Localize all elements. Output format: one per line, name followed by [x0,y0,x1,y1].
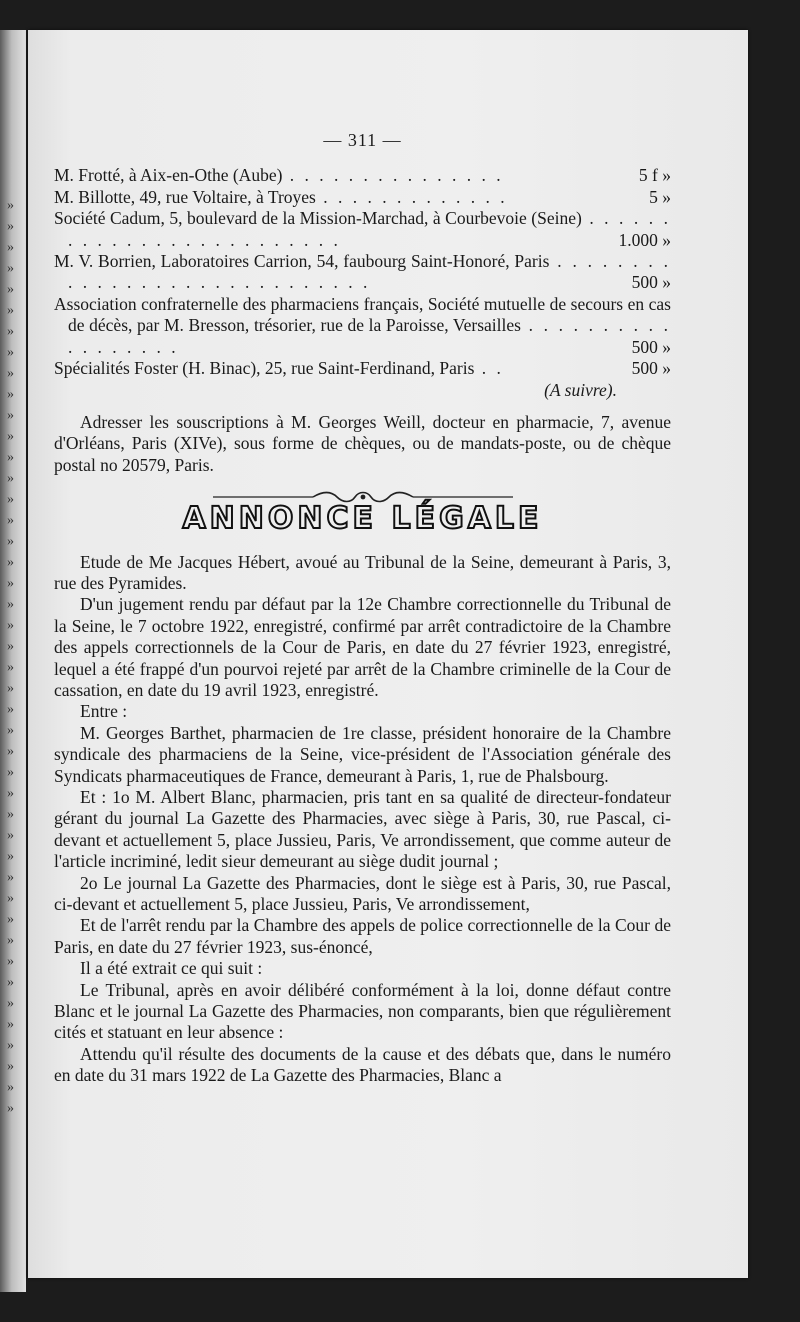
body-paragraph: Et : 1o M. Albert Blanc, pharmacien, pris tant en sa qualité de directeur-fondateur gérant du journal La Gazette des Pharmacies, avec siège à Paris, 30, rue Pascal, ci-devant et actuellement 5, place Jussieu, Paris, Ve arrondissement, que comme auteur de l'article incriminé, ledit sieur demeurant au siège dudit journal ; [54,786,671,872]
body-paragraph: Et de l'arrêt rendu par la Chambre des appels de police correctionnelle de la Cour de Paris, en date du 27 février 1923, sus-énoncé, [54,915,671,957]
subscription-amount: 5 » [649,186,671,207]
subscription-entry [54,251,671,294]
subscription-amount: 500 » [631,336,671,357]
subscription-entry [54,165,671,186]
previous-page-marks: » » » » » » » » » » » » » » » » » » » » » » » » » » » » » » » » » » » » » » » » » » » » [7,198,14,1116]
leader-dots: . . . . . . . . . . . . . . . . . . [68,315,672,357]
page-number: — 311 — [323,130,402,150]
heading-text: ANNONCE LÉGALE [182,501,543,537]
body-paragraph: M. Georges Barthet, pharmacien de 1re classe, président honoraire de la Chambre syndicale des pharmaciens de la Seine, vice-président de l'Association générale des Syndicats pharmaceutiques de France, demeurant à Paris, 1, rue de Phalsbourg. [54,722,671,786]
previous-page-edge [0,30,26,1292]
subscription-amount: 500 » [631,358,671,379]
leader-dots: . . . . . . . . . . . . . . . [282,165,504,186]
subscription-entry [54,208,671,251]
subscription-amount: 500 » [631,272,671,293]
body-paragraph: Attendu qu'il résulte des documents de la cause et des débats que, dans le numéro en date du 31 mars 1922 de La Gazette des Pharmacies, Blanc a [54,1043,671,1086]
subscription-entry [54,187,671,208]
subscription-name: M. Frotté, à Aix-en-Othe (Aube) [54,165,283,186]
to-be-continued: (A suivre). [544,380,617,401]
body-paragraph: Etude de Me Jacques Hébert, avoué au Tribunal de la Seine, demeurant à Paris, 3, rue des Pyramides. [54,551,671,593]
subscription-amount: 5 f » [638,165,671,186]
address-paragraph: Adresser les souscriptions à M. Georges Weill, docteur en pharmacie, 7, avenue d'Orléans, Paris (XIVe), sous forme de chèques, ou de mandats-poste, ou de chèque postal no 20579, Paris. [54,411,671,475]
body-paragraph: Entre : [80,701,128,722]
leader-dots: . . . . . . . . . . . . . . . . . . . . . . . . . [68,208,672,250]
subscription-amount: 1.000 » [618,229,671,250]
leader-dots: . . . . . . . . . . . . . [315,186,508,207]
subscription-name: Société Cadum, 5, boulevard de la Mission-Marchad, à Courbevoie (Seine) [54,208,582,229]
leader-dots: . . . . . . . . . . . . . . . . . . . . . . . . . . . . . [68,251,671,293]
subscription-name: Spécialités Foster (H. Binac), 25, rue Saint-Ferdinand, Paris [54,358,475,379]
subscription-list [54,165,671,379]
body-paragraph: 2o Le journal La Gazette des Pharmacies, dont le siège est à Paris, 30, rue Pascal, ci-devant et actuellement 5, place Jussieu, Paris, Ve arrondissement, [54,872,671,914]
subscription-entry [54,358,671,379]
page-content [54,130,671,1087]
subscription-entry [54,294,671,358]
subscription-name: M. V. Borrien, Laboratoires Carrion, 54, faubourg Saint-Honoré, Paris [54,251,550,272]
subscription-name: M. Billotte, 49, rue Voltaire, à Troyes [54,186,316,207]
section-heading [54,501,671,537]
document-page [28,30,748,1278]
ornament-divider [54,488,671,502]
body-paragraph: Il a été extrait ce qui suit : [80,958,263,979]
subscription-name: Association confraternelle des pharmaciens français, Société mutuelle de secours en cas de décès, par M. Bresson, trésorier, rue de la Paroisse, Versailles [54,293,671,336]
body-paragraph: Le Tribunal, après en avoir délibéré conformément à la loi, donne défaut contre Blanc et le journal La Gazette des Pharmacies, non comparants, bien que régulièrement cités et statuant en leur absence : [54,979,671,1043]
leader-dots: . . [474,358,504,379]
body-paragraph: D'un jugement rendu par défaut par la 12e Chambre correctionnelle du Tribunal de la Seine, le 7 octobre 1922, enregistré, confirmé par arrêt contradictoire de la Chambre des appels correctionnels de la Cour de Paris, en date du 27 février 1923, enregistré, lequel a été frappé d'un pourvoi rejeté par arrêt de la Chambre criminelle de la Cour de cassation, en date du 19 avril 1923, enregistré. [54,594,671,700]
